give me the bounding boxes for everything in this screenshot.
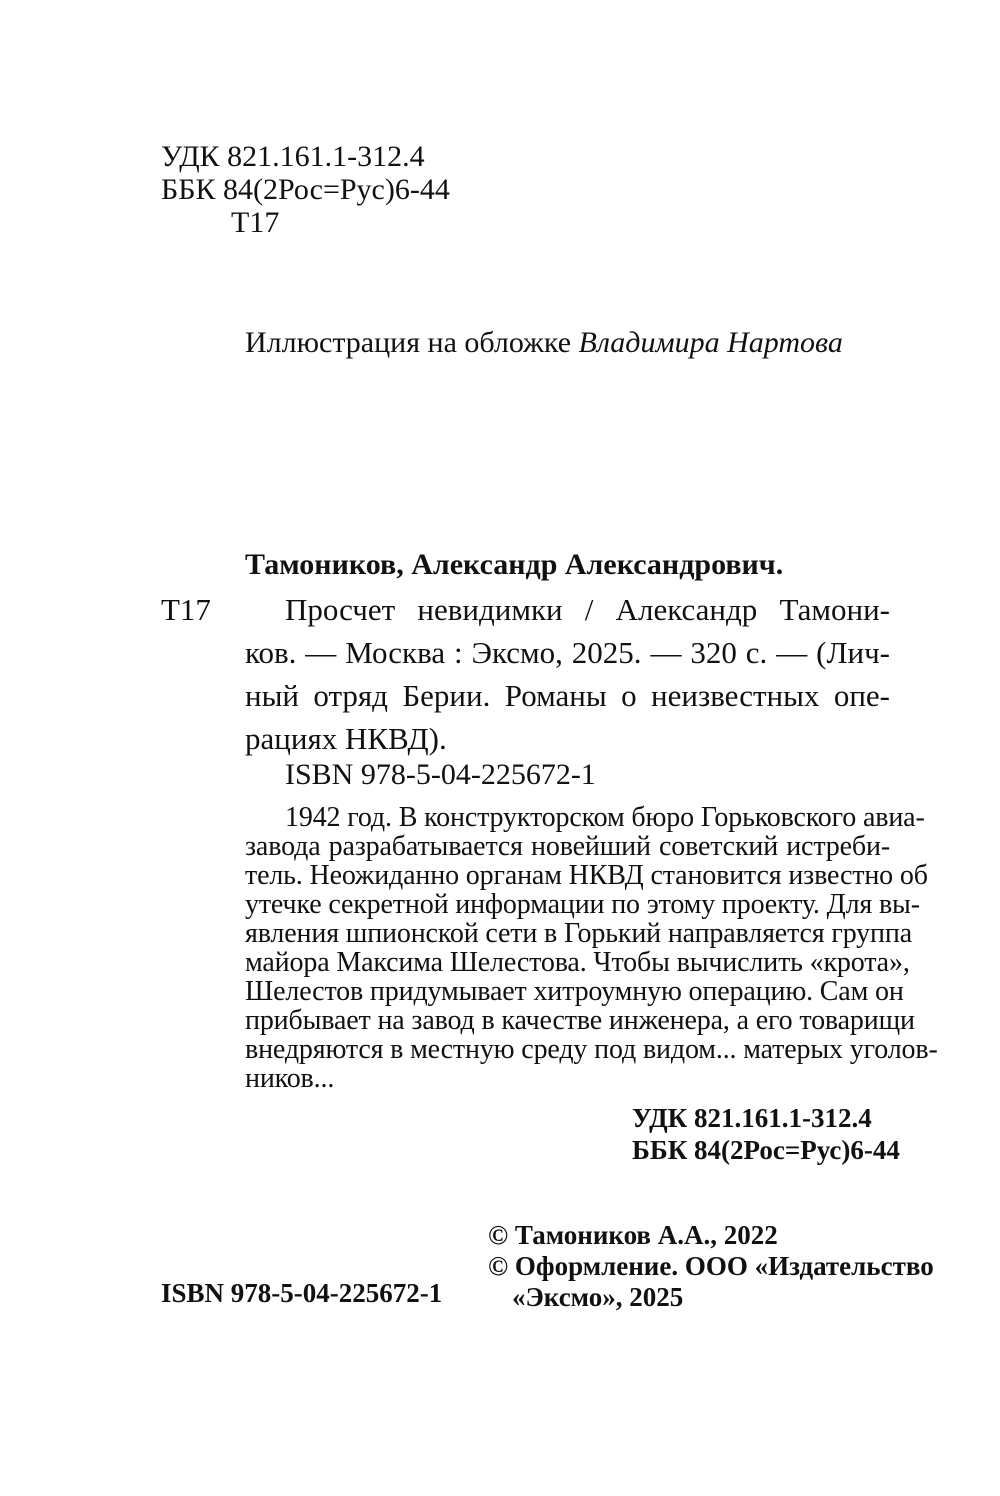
title-line: рациях НКВД). (245, 721, 447, 756)
copyright-line: © Тамоников А.А., 2022 (488, 1220, 778, 1250)
footer-isbn: ISBN 978-5-04-225672-1 (161, 1278, 443, 1308)
title-line: ный отряд Берии. Романы о неизвестных опе- (245, 678, 890, 713)
annotation-line: прибывает на завод в качестве инженера, а его товарищи (245, 1005, 915, 1036)
annotation-line: майора Максима Шелестова. Чтобы вычислить «крота», (245, 947, 910, 978)
annotation-line: завода разрабатывается новейший советский истреби- (245, 831, 890, 862)
bibliographic-description (245, 588, 890, 760)
annotation-line: ников... (245, 1063, 335, 1094)
illustration-credit (245, 326, 843, 360)
illustration-prefix: Иллюстрация на обложке (245, 326, 579, 359)
footer-udk: УДК 821.161.1-312.4 (632, 1103, 872, 1133)
author-mark: Т17 (231, 206, 280, 239)
bbk-code: ББК 84(2Рос=Рус)6-44 (161, 173, 450, 206)
isbn-line: ISBN 978-5-04-225672-1 (285, 758, 596, 791)
footer-classification (632, 1102, 900, 1166)
annotation-line: явления шпионской сети в Горький направляется группа (245, 918, 912, 949)
annotation-line: Шелестов придумывает хитроумную операцию. Сам он (245, 976, 904, 1007)
copyright-block (488, 1220, 934, 1313)
footer-bbk: ББК 84(2Рос=Рус)6-44 (632, 1135, 900, 1165)
author-heading: Тамоников, Александр Александрович. (245, 548, 784, 581)
annotation-line: утечке секретной информации по этому проекту. Для вы- (245, 889, 920, 920)
annotation (245, 802, 938, 1094)
annotation-line: тель. Неожиданно органам НКВД становится известно об (245, 860, 928, 891)
title-line: Просчет невидимки / Александр Тамони- (285, 592, 890, 627)
annotation-line: 1942 год. В конструкторском бюро Горьковского авиа- (285, 802, 925, 833)
title-line: ков. — Москва : Эксмо, 2025. — 320 с. — (Лич- (245, 635, 890, 670)
copyright-line: © Оформление. ООО «Издательство (488, 1251, 934, 1281)
copyright-line: «Эксмо», 2025 (512, 1282, 684, 1312)
udk-code: УДК 821.161.1-312.4 (161, 140, 425, 173)
bibliography-author-mark: Т17 (161, 592, 211, 627)
classification-block (161, 140, 450, 239)
illustration-artist: Владимира Нартова (578, 326, 843, 359)
annotation-line: внедряются в местную среду под видом... матерых уголов- (245, 1034, 938, 1065)
